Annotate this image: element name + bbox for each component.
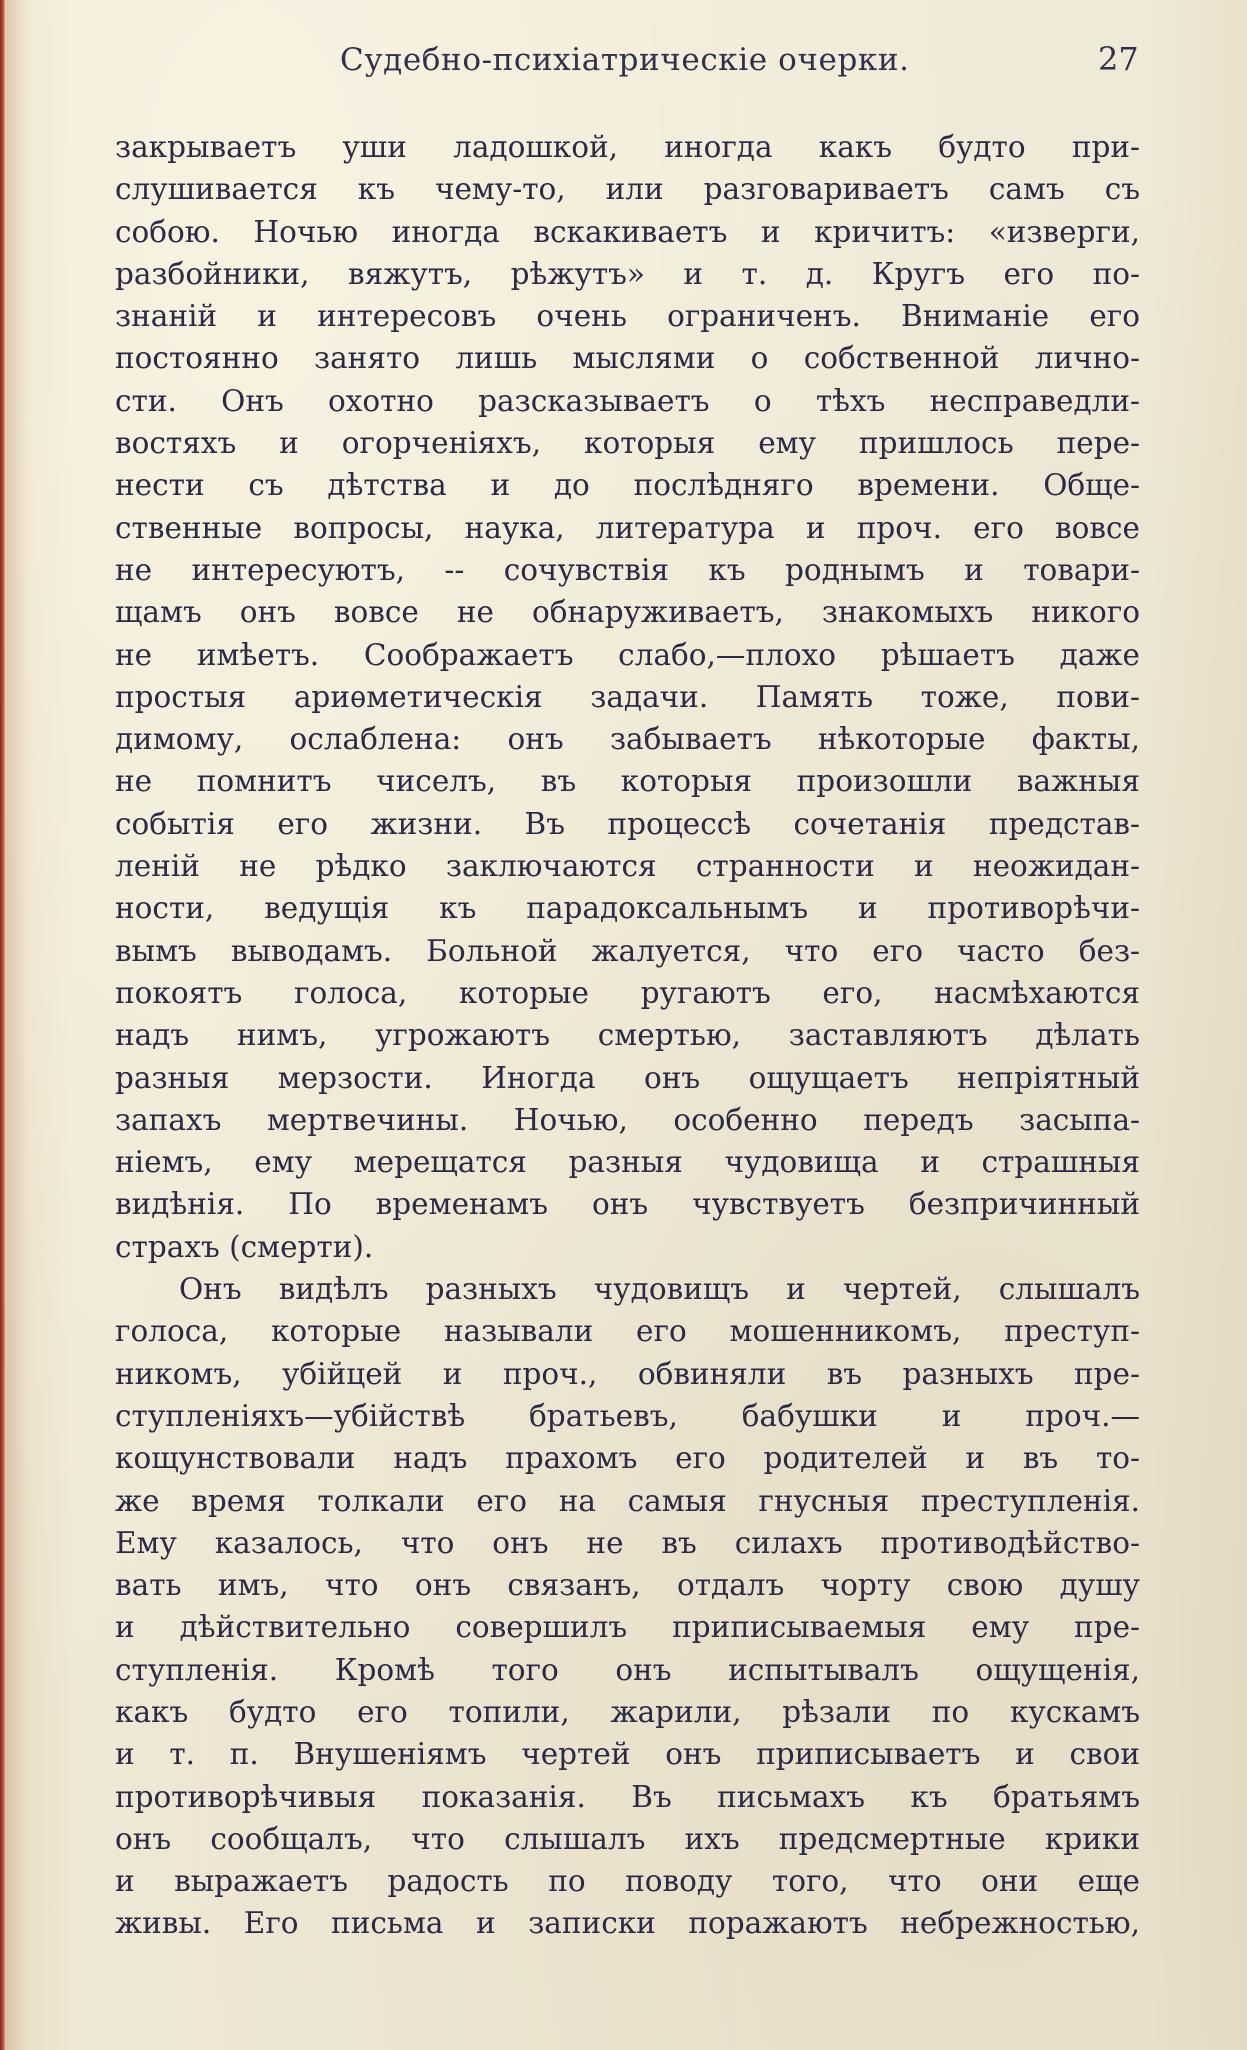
- running-title: Судебно-психіатрическіе очерки.: [340, 42, 910, 78]
- text-line: сти. Онъ охотно разсказываетъ о тѣхъ несправедли-: [115, 383, 1140, 418]
- text-line: событія его жизни. Въ процессѣ сочетанія представ-: [115, 806, 1140, 841]
- text-line: видѣнія. По временамъ онъ чувствуетъ безпричинный: [115, 1187, 1140, 1222]
- text-line: не интересуютъ, -- сочувствія къ роднымъ и товари-: [115, 552, 1140, 587]
- text-line: вымъ выводамъ. Больной жалуется, что его часто без-: [115, 933, 1140, 968]
- text-line: ступленія. Кромѣ того онъ испытывалъ ощущенія,: [115, 1652, 1140, 1687]
- text-line: Онъ видѣлъ разныхъ чудовищъ и чертей, слышалъ: [179, 1272, 1140, 1307]
- text-line: Ему казалось, что онъ не въ силахъ противодѣйство-: [115, 1525, 1140, 1560]
- text-line: и выражаетъ радость по поводу того, что они еще: [115, 1864, 1140, 1899]
- text-line: надъ нимъ, угрожаютъ смертью, заставляютъ дѣлать: [115, 1018, 1140, 1053]
- text-line: голоса, которые называли его мошенникомъ, преступ-: [115, 1314, 1140, 1349]
- text-line: ступленіяхъ—убійствѣ братьевъ, бабушки и проч.—: [115, 1398, 1140, 1433]
- text-line: щамъ онъ вовсе не обнаруживаетъ, знакомыхъ никого: [115, 595, 1140, 630]
- text-line: димому, ослаблена: онъ забываетъ нѣкоторые факты,: [115, 722, 1140, 757]
- text-line: не имѣетъ. Соображаетъ слабо,—плохо рѣшаетъ даже: [115, 637, 1140, 672]
- text-line: леній не рѣдко заключаются странности и неожидан-: [115, 849, 1140, 884]
- body-text: [115, 126, 1140, 1945]
- text-line: нести съ дѣтства и до послѣдняго времени. Обще-: [115, 468, 1140, 503]
- text-line: ніемъ, ему мерещатся разныя чудовища и страшныя: [115, 1145, 1140, 1180]
- text-line: и т. п. Внушеніямъ чертей онъ приписываетъ и свои: [115, 1737, 1140, 1772]
- text-line: разбойники, вяжутъ, рѣжутъ» и т. д. Кругъ его по-: [115, 256, 1140, 291]
- text-line: собою. Ночью иногда вскакиваетъ и кричитъ: «изверги,: [115, 214, 1140, 249]
- text-line: разныя мерзости. Иногда онъ ощущаетъ непріятный: [115, 1060, 1140, 1095]
- text-line: вать имъ, что онъ связанъ, отдалъ чорту свою душу: [115, 1568, 1140, 1603]
- text-line: простыя ариѳметическія задачи. Память тоже, пови-: [115, 679, 1140, 714]
- text-line: закрываетъ уши ладошкой, иногда какъ будто при-: [115, 130, 1140, 164]
- text-line: страхъ (смерти).: [115, 1229, 374, 1264]
- text-line: запахъ мертвечины. Ночью, особенно передъ засыпа-: [115, 1102, 1140, 1137]
- text-line: востяхъ и огорченіяхъ, которыя ему пришлось пере-: [115, 426, 1140, 461]
- text-line: живы. Его письма и записки поражаютъ небрежностью,: [115, 1906, 1140, 1941]
- text-line: никомъ, убійцей и проч., обвиняли въ разныхъ пре-: [115, 1356, 1140, 1391]
- text-line: противорѣчивыя показанія. Въ письмахъ къ братьямъ: [115, 1779, 1140, 1814]
- text-line: ности, ведущія къ парадоксальнымъ и противорѣчи-: [115, 891, 1140, 926]
- text-line: ственные вопросы, наука, литература и проч. его вовсе: [115, 510, 1140, 545]
- text-line: какъ будто его топили, жарили, рѣзали по кускамъ: [115, 1694, 1140, 1729]
- text-line: и дѣйствительно совершилъ приписываемыя ему пре-: [115, 1610, 1140, 1645]
- page-number: 27: [1098, 40, 1139, 78]
- text-line: не помнитъ чиселъ, въ которыя произошли важныя: [115, 764, 1140, 799]
- text-line: же время толкали его на самыя гнусныя преступленія.: [115, 1483, 1140, 1518]
- text-line: покоятъ голоса, которые ругаютъ его, насмѣхаются: [115, 975, 1140, 1010]
- text-line: кощунствовали надъ прахомъ его родителей и въ то-: [115, 1441, 1140, 1476]
- page-edge-stain: [6, 0, 28, 2050]
- text-line: постоянно занято лишь мыслями о собственной лично-: [115, 341, 1140, 376]
- text-line: знаній и интересовъ очень ограниченъ. Вниманіе его: [115, 299, 1140, 334]
- text-line: онъ сообщалъ, что слышалъ ихъ предсмертные крики: [115, 1821, 1140, 1856]
- text-line: слушивается къ чему-то, или разговариваетъ самъ съ: [115, 172, 1140, 207]
